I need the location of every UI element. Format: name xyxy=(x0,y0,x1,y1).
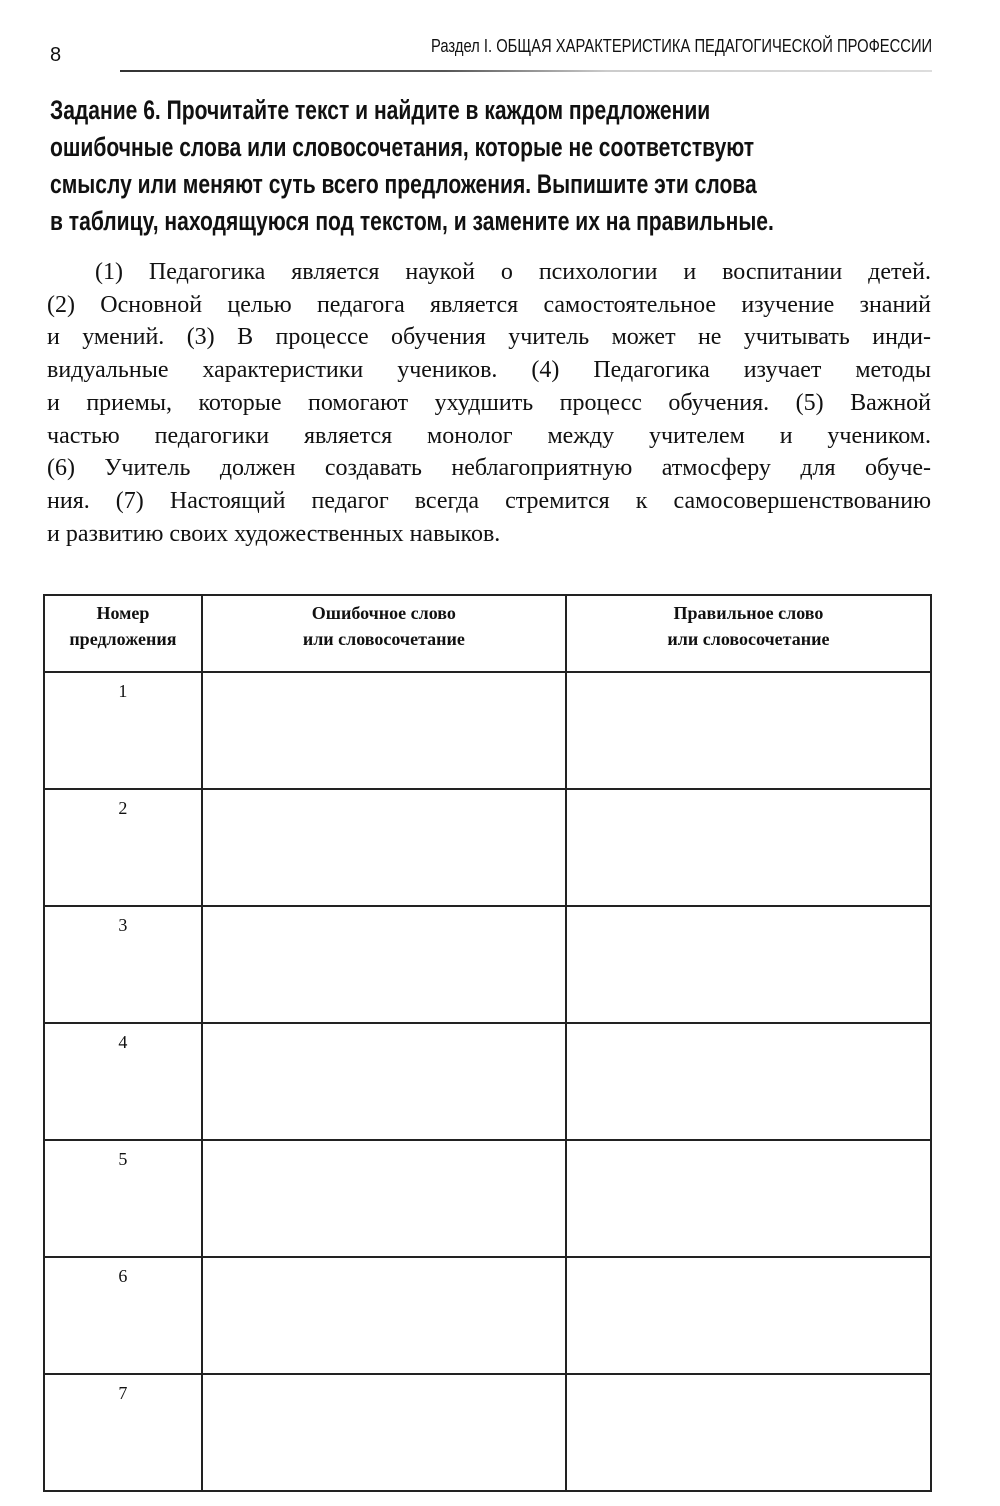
correct-word-cell[interactable] xyxy=(566,906,931,1023)
text-line: видуальные характеристики учеников. (4) Педагогика изучает методы xyxy=(47,357,931,384)
text-line: и приемы, которые помогают ухудшить процесс обучения. (5) Важной xyxy=(47,389,931,416)
text-line: (2) Основной целью педагога является самостоятельное изучение знаний xyxy=(47,291,931,318)
correct-word-cell[interactable] xyxy=(566,1374,931,1491)
sentence-number-cell: 5 xyxy=(44,1140,202,1257)
text-line: (1) Педагогика является наукой о психологии и воспитании детей. xyxy=(95,259,931,285)
table-row xyxy=(44,1374,931,1491)
header-sentence-number xyxy=(44,595,202,672)
table-header-row xyxy=(44,595,931,672)
header-text: предложения xyxy=(69,629,177,649)
header-text: или словосочетание xyxy=(302,629,465,649)
header-text: или словосочетание xyxy=(667,629,830,649)
correct-word-cell[interactable] xyxy=(566,1140,931,1257)
task-line: ошибочные слова или словосочетания, которые не соответствуют xyxy=(50,132,755,162)
sentence-number-cell: 7 xyxy=(44,1374,202,1491)
table-row xyxy=(44,672,931,789)
text-line: и развитию своих художественных навыков. xyxy=(47,520,501,547)
text-line: и умений. (3) В процессе обучения учитель может не учитывать инди- xyxy=(47,324,931,351)
correct-word-cell[interactable] xyxy=(566,672,931,789)
table-row xyxy=(44,1023,931,1140)
header-text: Ошибочное слово xyxy=(311,603,456,623)
correct-word-cell[interactable] xyxy=(566,1257,931,1374)
answer-table xyxy=(43,594,932,1492)
correct-word-cell[interactable] xyxy=(566,789,931,906)
sentence-number-cell: 1 xyxy=(44,672,202,789)
header-correct-word xyxy=(566,595,931,672)
sentence-number-cell: 2 xyxy=(44,789,202,906)
task-line: в таблицу, находящуюся под текстом, и замените их на правильные. xyxy=(50,206,774,236)
table-row xyxy=(44,789,931,906)
wrong-word-cell[interactable] xyxy=(202,1023,566,1140)
wrong-word-cell[interactable] xyxy=(202,789,566,906)
text-line: ния. (7) Настоящий педагог всегда стремится к самосовершенствованию xyxy=(47,487,931,514)
header-wrong-word xyxy=(202,595,566,672)
table-row xyxy=(44,906,931,1023)
sentence-number-cell: 6 xyxy=(44,1257,202,1374)
table-row xyxy=(44,1257,931,1374)
wrong-word-cell[interactable] xyxy=(202,1140,566,1257)
header-text: Правильное слово xyxy=(673,603,824,623)
header-divider xyxy=(120,70,932,72)
task-text xyxy=(47,256,931,550)
table-row xyxy=(44,1140,931,1257)
text-line: частью педагогики является монолог между учителем и учеником. xyxy=(47,422,931,449)
wrong-word-cell[interactable] xyxy=(202,906,566,1023)
header-text: Номер xyxy=(96,603,150,623)
correct-word-cell[interactable] xyxy=(566,1023,931,1140)
sentence-number-cell: 3 xyxy=(44,906,202,1023)
task-line: Задание 6. Прочитайте текст и найдите в каждом предложении xyxy=(50,95,711,125)
wrong-word-cell[interactable] xyxy=(202,1374,566,1491)
page-number: 8 xyxy=(50,44,62,66)
wrong-word-cell[interactable] xyxy=(202,1257,566,1374)
text-line: (6) Учитель должен создавать неблагоприятную атмосферу для обуче- xyxy=(47,455,931,482)
running-title: Раздел I. ОБЩАЯ ХАРАКТЕРИСТИКА ПЕДАГОГИЧЕСКОЙ ПРОФЕССИИ xyxy=(430,36,932,56)
sentence-number-cell: 4 xyxy=(44,1023,202,1140)
task-line: смыслу или меняют суть всего предложения. Выпишите эти слова xyxy=(50,169,757,199)
task-heading xyxy=(50,92,1000,240)
wrong-word-cell[interactable] xyxy=(202,672,566,789)
